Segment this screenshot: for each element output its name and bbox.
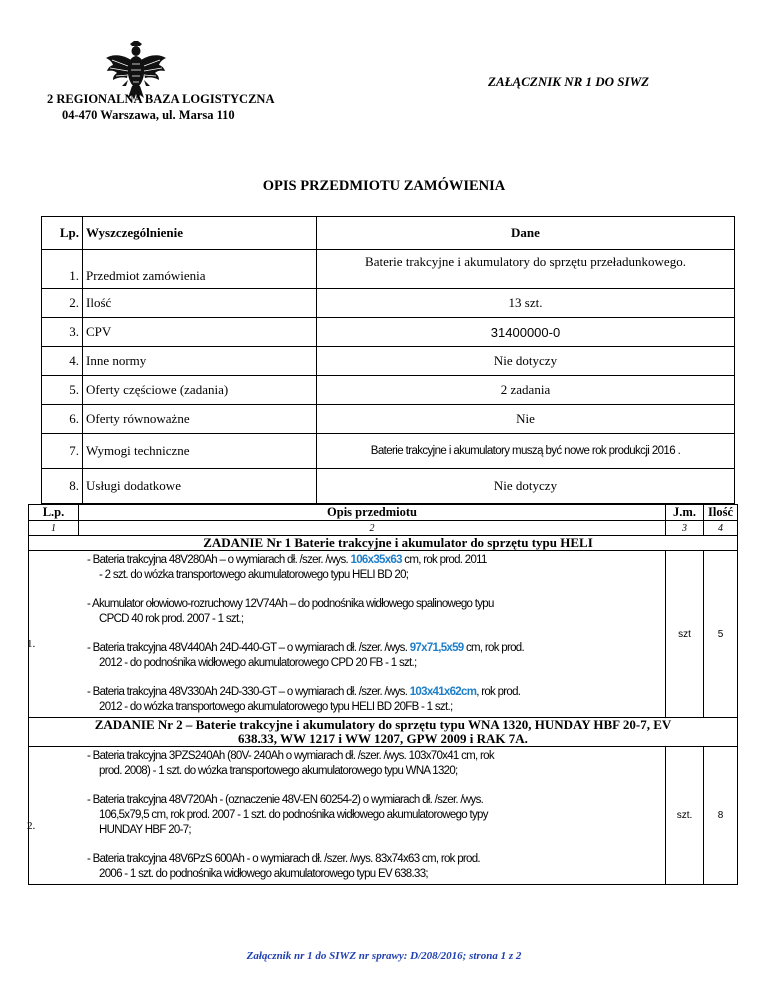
row-value: Baterie trakcyjne i akumulatory do sprzętu przeładunkowego. [317, 250, 735, 289]
table-row [42, 289, 735, 318]
row-number: 5. [42, 376, 83, 405]
row-value: 13 szt. [317, 289, 735, 318]
table-row [42, 376, 735, 405]
task2-line: HUNDAY HBF 20-7; [99, 824, 191, 836]
task2-line: - Bateria trakcyjna 3PZS240Ah (80V- 240Ah o wymiarach dł. /szer. /wys. 103x70x41 cm, rok [87, 750, 494, 762]
task2-lp: 2. [27, 820, 36, 832]
task1-heading: ZADANIE Nr 1 Baterie trakcyjne i akumulator do sprzętu typu HELI [29, 536, 738, 551]
header-data: Dane [317, 217, 735, 250]
task1-line: CPCD 40 rok prod. 2007 - 1 szt.; [99, 613, 244, 625]
row-label: Inne normy [83, 347, 317, 376]
dimension-highlight: 103x41x62cm [409, 686, 477, 698]
row-value: 2 zadania [317, 376, 735, 405]
table-header-row [29, 505, 738, 521]
task2-line: 2006 - 1 szt. do podnośnika widłowego akumulatorowego typu EV 638.33; [99, 868, 428, 880]
row-label: Ilość [83, 289, 317, 318]
row-label: Przedmiot zamówienia [83, 250, 317, 289]
row-value: 31400000-0 [317, 318, 735, 347]
summary-table [41, 216, 735, 504]
task1-line: - Bateria trakcyjna 48V440Ah 24D-440-GT – o wymiarach dł. /szer. /wys. 97x71,5x59 cm, rok prod. [87, 642, 524, 654]
items-table [28, 504, 738, 885]
organization-address: 04-470 Warszawa, ul. Marsa 110 [62, 108, 235, 122]
column-numbers-row [29, 521, 738, 536]
row-label: CPV [83, 318, 317, 347]
dimension-highlight: 106x35x63 [350, 554, 402, 566]
row-number: 8. [42, 469, 83, 504]
task1-line: 2012 - do podnośnika widłowego akumulatorowego CPD 20 FB - 1 szt.; [99, 657, 417, 669]
row-value: Baterie trakcyjne i akumulatory muszą być nowe rok produkcji 2016 . [317, 434, 735, 469]
row-value: Nie dotyczy [317, 469, 735, 504]
task2-line: prod. 2008) - 1 szt. do wózka transportowego akumulatorowego typu WNA 1320; [99, 765, 458, 777]
task1-line: 2012 - do wózka transportowego akumulatorowego typu HELI BD 20FB - 1 szt.; [99, 701, 453, 713]
table-header-row [42, 217, 735, 250]
task2-row [29, 747, 738, 885]
table-row [42, 434, 735, 469]
task1-description [29, 551, 666, 718]
row-label: Usługi dodatkowe [83, 469, 317, 504]
column-number: 1 [29, 521, 79, 536]
header-lp: Lp. [42, 217, 83, 250]
row-label: Oferty równoważne [83, 405, 317, 434]
column-number: 2 [79, 521, 666, 536]
table-row [42, 469, 735, 504]
task1-line: - Bateria trakcyjna 48V330Ah 24D-330-GT – o wymiarach dł. /szer. /wys. 103x41x62cm, rok prod. [87, 686, 521, 698]
task1-row [29, 551, 738, 718]
row-number: 3. [42, 318, 83, 347]
annex-label: ZAŁĄCZNIK NR 1 DO SIWZ [488, 74, 650, 89]
row-number: 1. [42, 250, 83, 289]
task1-unit: szt [666, 551, 704, 718]
row-label: Wymogi techniczne [83, 434, 317, 469]
dimension-highlight: 97x71,5x59 [409, 642, 464, 654]
task2-heading-row [29, 718, 738, 747]
task2-unit: szt. [666, 747, 704, 885]
table-row [42, 250, 735, 289]
row-number: 7. [42, 434, 83, 469]
row-number: 2. [42, 289, 83, 318]
header-unit: J.m. [666, 505, 704, 521]
organization-name: 2 REGIONALNA BAZA LOGISTYCZNA [47, 92, 275, 106]
row-label: Oferty częściowe (zadania) [83, 376, 317, 405]
table-row [42, 347, 735, 376]
row-number: 6. [42, 405, 83, 434]
task1-line: - Bateria trakcyjna 48V280Ah – o wymiarach dł. /szer. /wys. 106x35x63 cm, rok prod. 2011 [87, 554, 487, 566]
column-number: 4 [704, 521, 738, 536]
task2-heading [29, 718, 738, 747]
task2-description [29, 747, 666, 885]
task1-line: - 2 szt. do wózka transportowego akumulatorowego typu HELI BD 20; [99, 569, 409, 581]
task2-heading-line: ZADANIE Nr 2 – Baterie trakcyjne i akumulatory do sprzętu typu WNA 1320, HUNDAY HBF 20-7, EV [94, 717, 672, 732]
task2-quantity: 8 [704, 747, 738, 885]
task2-line: - Bateria trakcyjna 48V6PzS 600Ah - o wymiarach dł. /szer. /wys. 83x74x63 cm, rok prod. [87, 853, 480, 865]
task2-line: 106,5x79,5 cm, rok prod. 2007 - 1 szt. do podnośnika widłowego akumulatorowego typy [99, 809, 488, 821]
task1-lp: 1. [27, 638, 36, 650]
task2-line: - Bateria trakcyjna 48V720Ah - (oznaczenie 48V-EN 60254-2) o wymiarach dł. /szer. /wys. [87, 794, 484, 806]
header-lp: L.p. [29, 505, 79, 521]
table-row [42, 318, 735, 347]
table-row [42, 405, 735, 434]
row-value: Nie dotyczy [317, 347, 735, 376]
row-value: Nie [317, 405, 735, 434]
page-title: OPIS PRZEDMIOTU ZAMÓWIENIA [262, 178, 506, 194]
row-number: 4. [42, 347, 83, 376]
column-number: 3 [666, 521, 704, 536]
task2-heading-line: 638.33, WW 1217 i WW 1207, GPW 2009 i RAK 7A. [238, 731, 528, 746]
header-item: Wyszczególnienie [83, 217, 317, 250]
header-quantity: Ilość [704, 505, 738, 521]
task1-quantity: 5 [704, 551, 738, 718]
page-footer: Załącznik nr 1 do SIWZ nr sprawy: D/208/2016; strona 1 z 2 [246, 950, 522, 962]
header-description: Opis przedmiotu [79, 505, 666, 521]
task1-line: - Akumulator ołowiowo-rozruchowy 12V74Ah – do podnośnika widłowego spalinowego typu [87, 598, 494, 610]
task1-heading-row [29, 536, 738, 551]
